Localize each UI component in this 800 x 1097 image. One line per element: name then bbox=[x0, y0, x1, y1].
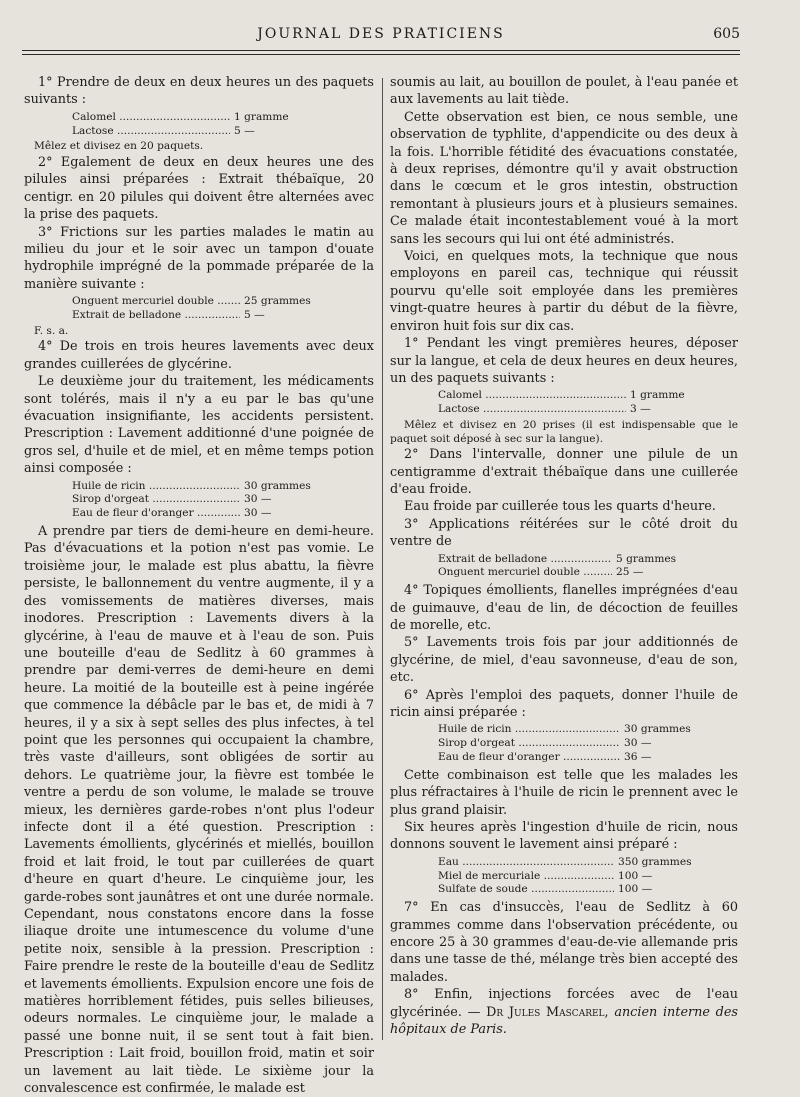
ingredient-name: Calomel ..... bbox=[438, 389, 626, 403]
recipe-row bbox=[72, 480, 332, 494]
paragraph: Le deuxième jour du traitement, les médicaments sont tolérés, mais il n'y a eu par le bas qu'une évacuation insignifiante, les accidents persistent. Prescription : Lavement additionné d'une poignée de gros sel, d'huile et de miel, et en même temps potion ainsi composée : bbox=[24, 374, 374, 477]
recipe-calomel-paquets bbox=[72, 111, 312, 139]
recipe-belladone bbox=[438, 553, 688, 581]
ingredient-qty: 1 gramme bbox=[630, 389, 685, 402]
ingredient-qty: 5 grammes bbox=[616, 552, 677, 565]
ingredient-name: Extrait de belladone ..... bbox=[72, 309, 240, 323]
paragraph: 2° Dans l'intervalle, donner une pilule de un centigramme d'extrait thébaïque dans une cuillerée d'eau froide. bbox=[390, 447, 738, 497]
paragraph bbox=[390, 986, 738, 1038]
ingredient-qty: 1 gramme bbox=[234, 110, 289, 123]
paragraph-text: 8° Enfin, injections forcées avec de l'eau glycérinée. — bbox=[390, 987, 738, 1020]
column-divider bbox=[382, 78, 383, 1040]
ingredient-name: Eau de fleur d'oranger ..... bbox=[438, 751, 620, 765]
page-number: 605 bbox=[713, 26, 740, 42]
ingredient-name: Lactose ..... bbox=[438, 403, 626, 417]
recipe-note: Mêlez et divisez en 20 prises (il est indispensable que le paquet soit déposé à sec sur la langue). bbox=[390, 418, 738, 445]
recipe-row bbox=[72, 507, 332, 521]
recipe-row bbox=[438, 553, 688, 567]
ingredient-qty: 30 grammes bbox=[624, 723, 691, 736]
recipe-row bbox=[72, 295, 332, 309]
author-role: ancien interne des hôpitaux de Paris. bbox=[390, 1004, 738, 1038]
header-rule-thin bbox=[22, 50, 740, 51]
ingredient-qty: 30 grammes bbox=[244, 479, 311, 492]
recipe-row bbox=[438, 566, 688, 580]
recipe-row bbox=[438, 723, 708, 737]
ingredient-qty: 100 — bbox=[618, 869, 653, 882]
left-column bbox=[24, 74, 374, 1097]
ingredient-qty: 5 — bbox=[244, 309, 265, 322]
paragraph: 3° Frictions sur les parties malades le matin au milieu du jour et le soir avec un tampon d'ouate hydrophile imprégné de la pommade préparée de la manière suivante : bbox=[24, 224, 374, 292]
ingredient-qty: 30 — bbox=[624, 737, 652, 750]
ingredient-qty: 5 — bbox=[234, 124, 255, 137]
paragraph: 7° En cas d'insuccès, l'eau de Sedlitz à 60 grammes comme dans l'observation précédente, ou encore 25 à 30 grammes d'eau-de-vie allemande pris dans une tasse de thé, mélange très bien accepté des malades. bbox=[390, 900, 738, 985]
ingredient-name: Miel de mercuriale ..... bbox=[438, 870, 614, 884]
paragraph: 2° Egalement de deux en deux heures une des pilules ainsi préparées : Extrait thébaïque, 20 centigr. en 20 pilules qui doivent être alternées avec la prise des paquets. bbox=[24, 155, 374, 223]
recipe-lavement bbox=[438, 856, 708, 897]
recipe-row bbox=[438, 737, 708, 751]
paragraph: Eau froide par cuillerée tous les quarts d'heure. bbox=[404, 499, 716, 515]
running-header bbox=[22, 26, 740, 48]
ingredient-qty: 36 — bbox=[624, 750, 652, 763]
paragraph: A prendre par tiers de demi-heure en demi-heure. Pas d'évacuations et la potion n'est pas vomie. Le troisième jour, le malade est plus abattu, la fièvre persiste, le ballonnement du ventre augmente, il y a des vomissements de matières diverses, mais inodores. Prescription : Lavements divers à la glycérine, à l'eau de mauve et à l'eau de son. Puis une bouteille d'eau de Sedlitz à 60 grammes à prendre par demi-verres de demi-heure en demi heure. La moitié de la bouteille est à peine ingérée que commence la débâcle par le bas et, de midi à 7 heures, il y a six à sept selles des plus infectes, à tel point que les personnes qui occupaient la chambre, très vaste d'ailleurs, sont obligées de sortir au dehors. Le quatrième jour, la fièvre est tombée le ventre a perdu de son volume, le malade se trouve mieux, les dernières garde-robes n'ont plus l'odeur infecte dont il a été question. Prescription : Lavements émollients, glycérinés et miellés, bouillon froid et lait froid, le tout par cuillerées de quart d'heure en quart d'heure. Le cinquième jour, les garde-robes sont jaunâtres et ont une durée normale. Cependant, nous constatons encore dans la fosse iliaque droite une intumescence du volume d'une petite noix, sensible à la pression. Prescription : Faire prendre le reste de la bouteille d'eau de Sedlitz et lavements émollients. Expulsion encore une fois de matières horriblement fétides, puis selles bilieuses, odeurs normales. Le cinquième jour, le malade a passé une bonne nuit, il se sent tout à fait bien. Prescription : Lait froid, bouillon froid, matin et soir un lavement au lait tiède. Le sixième jour la convalescence est confirmée, le malade est bbox=[24, 524, 374, 1097]
ingredient-name: Extrait de belladone ..... bbox=[438, 553, 612, 567]
recipe-huile-ricin bbox=[438, 723, 708, 764]
recipe-row bbox=[438, 403, 708, 417]
ingredient-qty: 350 grammes bbox=[618, 855, 692, 868]
recipe-note: F. s. a. bbox=[34, 324, 69, 337]
paragraph: 1° Prendre de deux en deux heures un des paquets suivants : bbox=[24, 75, 374, 108]
right-column bbox=[390, 74, 738, 1038]
recipe-row bbox=[438, 856, 708, 870]
ingredient-qty: 30 — bbox=[244, 507, 272, 520]
ingredient-name: Lactose ..... bbox=[72, 125, 230, 139]
recipe-row bbox=[438, 751, 708, 765]
paragraph: 6° Après l'emploi des paquets, donner l'huile de ricin ainsi préparée : bbox=[390, 687, 738, 720]
paragraph: Cette observation est bien, ce nous semble, une observation de typhlite, d'appendicite ou des deux à la fois. L'horrible fétidité des évacuations constatée, à deux reprises, démontre qu'il y avait obstruction dans le cœcum et le gros intestin, obstruction remontant à plusieurs jours et à plusieurs semaines. Ce malade était incontestablement voué à la mort sans les secours qui lui ont été administrés. bbox=[390, 109, 738, 247]
recipe-row bbox=[438, 883, 708, 897]
paragraph: 4° Topiques émollients, flanelles imprégnées d'eau de guimauve, d'eau de lin, de décoction de feuilles de morelle, etc. bbox=[390, 583, 738, 633]
ingredient-name: Huile de ricin ..... bbox=[72, 480, 240, 494]
paragraph: Six heures après l'ingestion d'huile de ricin, nous donnons souvent le lavement ainsi préparé : bbox=[390, 819, 738, 853]
recipe-potion bbox=[72, 480, 332, 521]
recipe-pommade bbox=[72, 295, 332, 323]
header-rule-thick bbox=[22, 54, 740, 55]
recipe-row bbox=[72, 309, 332, 323]
journal-title: JOURNAL DES PRATICIENS bbox=[257, 26, 505, 42]
recipe-note: Mêlez et divisez en 20 paquets. bbox=[34, 140, 204, 153]
ingredient-name: Calomel ..... bbox=[72, 111, 230, 125]
recipe-calomel-prises bbox=[438, 389, 708, 417]
paragraph: 5° Lavements trois fois par jour additionnés de glycérine, de miel, d'eau savonneuse, d'eau de son, etc. bbox=[390, 635, 738, 686]
recipe-row bbox=[438, 389, 708, 403]
ingredient-name: Sirop d'orgeat ..... bbox=[438, 737, 620, 751]
ingredient-qty: 30 — bbox=[244, 493, 272, 506]
paragraph: 4° De trois en trois heures lavements avec deux grandes cuillerées de glycérine. bbox=[24, 339, 374, 372]
ingredient-name: Onguent mercuriel double ..... bbox=[438, 566, 612, 580]
recipe-row bbox=[72, 493, 332, 507]
recipe-row bbox=[438, 870, 708, 884]
ingredient-qty: 3 — bbox=[630, 403, 651, 416]
paragraph: Cette combinaison est telle que les malades les plus réfractaires à l'huile de ricin le prennent avec le plus grand plaisir. bbox=[390, 767, 738, 818]
ingredient-name: Onguent mercuriel double ..... bbox=[72, 295, 240, 309]
recipe-row bbox=[72, 111, 312, 125]
recipe-row bbox=[72, 125, 312, 139]
paragraph: 1° Pendant les vingt premières heures, déposer sur la langue, et cela de deux heures en deux heures, un des paquets suivants : bbox=[390, 336, 738, 386]
ingredient-qty: 25 grammes bbox=[244, 295, 311, 308]
ingredient-name: Sirop d'orgeat ..... bbox=[72, 493, 240, 507]
ingredient-name: Huile de ricin ..... bbox=[438, 723, 620, 737]
author-signature: Dr Jules Mascarel, bbox=[486, 1004, 609, 1020]
ingredient-qty: 100 — bbox=[618, 883, 653, 896]
ingredient-name: Eau de fleur d'oranger ..... bbox=[72, 507, 240, 521]
paragraph: Voici, en quelques mots, la technique que nous employons en pareil cas, technique qui réussit pourvu qu'elle soit employée dans les premières vingt-quatre heures à partir du début de la fièvre, environ huit fois sur dix cas. bbox=[390, 249, 738, 334]
ingredient-qty: 25 — bbox=[616, 566, 644, 579]
paragraph: soumis au lait, au bouillon de poulet, à l'eau panée et aux lavements au lait tiède. bbox=[390, 75, 738, 108]
ingredient-name: Sulfate de soude ..... bbox=[438, 883, 614, 897]
ingredient-name: Eau ..... bbox=[438, 856, 614, 870]
paragraph: 3° Applications réitérées sur le côté droit du ventre de bbox=[390, 516, 738, 550]
